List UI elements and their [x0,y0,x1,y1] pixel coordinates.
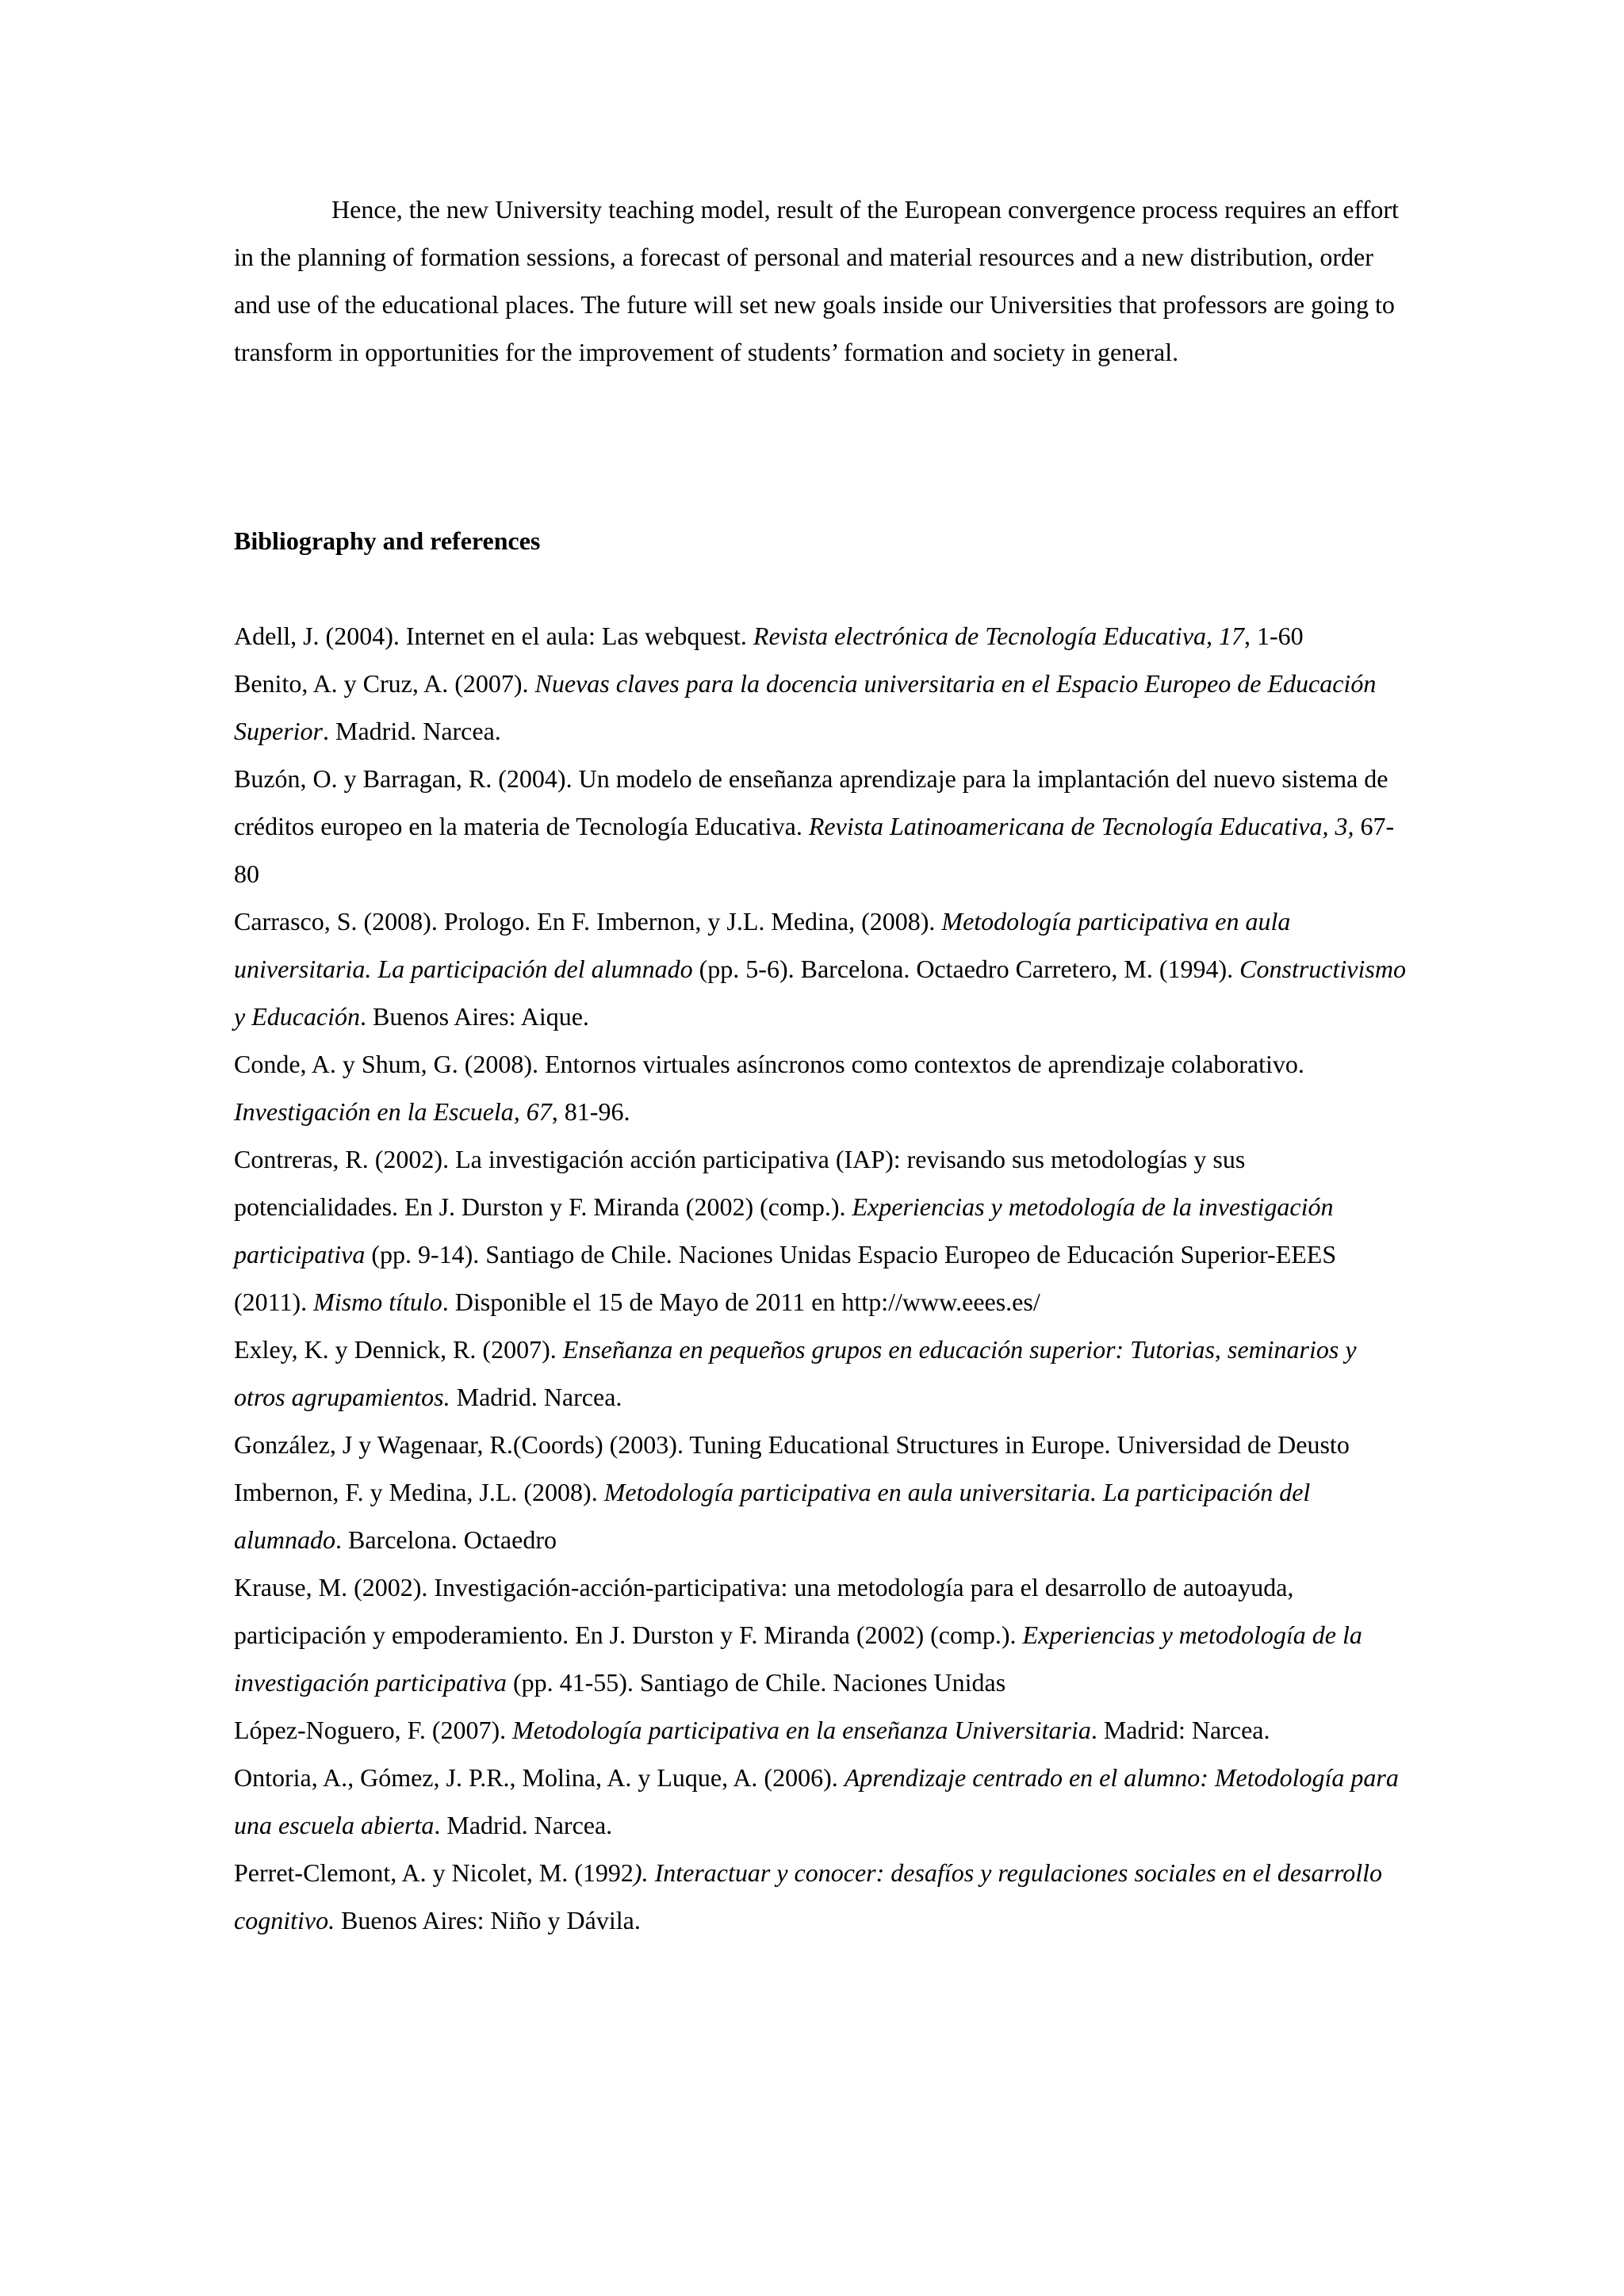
reference-text: (pp. 9-14). Santiago de Chile. Naciones Unidas Espacio Europeo de Educación Superior-EEES (2011). [234,1240,1337,1316]
reference-italic-text: Nuevas claves para la docencia universitaria en el Espacio Europeo de Educación Superior [234,669,1377,745]
reference-text: Ontoria, A., Gómez, J. P.R., Molina, A. y Luque, A. (2006). [234,1763,845,1792]
reference-italic-text: ). Interactuar y conocer: desafíos y regulaciones sociales en el desarrollo cognitivo. [234,1858,1382,1934]
reference-entry [234,1135,1411,1326]
reference-entry [234,897,1411,1040]
reference-italic-text: Revista Latinoamericana de Tecnología Educativa, 3, [808,812,1354,840]
reference-italic-text: Constructivismo y Educación [234,955,1406,1031]
reference-italic-text: Metodología participativa en la enseñanza Universitaria [512,1716,1091,1744]
reference-text: (pp. 5-6). Barcelona. Octaedro Carretero, M. (1994). [692,955,1240,983]
reference-text: Imbernon, F. y Medina, J.L. (2008). [234,1478,604,1506]
reference-text: Perret-Clemont, A. y Nicolet, M. (1992 [234,1858,634,1887]
page-content [234,186,1411,1944]
reference-text: Adell, J. (2004). Internet en el aula: Las webquest. [234,622,753,650]
reference-italic-text: Metodología participativa en aula universitaria. La participación del alumnado [234,907,1291,983]
reference-list [234,612,1411,1944]
reference-text: Exley, K. y Dennick, R. (2007). [234,1335,563,1364]
reference-text: López-Noguero, F. (2007). [234,1716,513,1744]
reference-text: , 1-60 [1244,622,1304,650]
reference-italic-text: Aprendizaje centrado en el alumno: Metodología para una escuela abierta [234,1763,1399,1839]
reference-entry [234,660,1411,755]
reference-text: Benito, A. y Cruz, A. (2007). [234,669,535,698]
reference-entry [234,1040,1411,1135]
reference-text: Krause, M. (2002). Investigación-acción-participativa: una metodología para el desarrollo de autoayuda, participación y empoderamiento. En J. Durston y F. Miranda (2002) (comp.). [234,1573,1294,1649]
reference-italic-text: Experiencias y metodología de la investigación participativa [234,1192,1334,1269]
reference-entry [234,612,1411,660]
reference-text: . Buenos Aires: Aique. [360,1002,589,1031]
reference-entry [234,1706,1411,1754]
reference-entry [234,755,1411,897]
reference-italic-text: Investigación en la Escuela, 67 [234,1097,552,1126]
reference-text: . Disponible el 15 de Mayo de 2011 en http://www.eees.es/ [442,1288,1040,1316]
reference-entry [234,1563,1411,1706]
reference-entry [234,1468,1411,1563]
reference-text: . Barcelona. Octaedro [335,1525,557,1554]
reference-italic-text: Enseñanza en pequeños grupos en educación superior: Tutorias, seminarios y otros agrupamientos. [234,1335,1357,1411]
reference-italic-text: Revista electrónica de Tecnología Educativa, 17 [753,622,1245,650]
conclusion-paragraph: Hence, the new University teaching model, result of the European convergence process requires an effort in the planning of formation sessions, a forecast of personal and material resources and a new distribution, order and use of the educational places. The future will set new goals inside our Universities that professors are going to transform in opportunities for the improvement of students’ formation and society in general. [234,195,1399,366]
reference-italic-text: Metodología participativa en aula universitaria. La participación del alumnado [234,1478,1311,1554]
reference-italic-text: Experiencias y metodología de la investigación participativa [234,1621,1362,1697]
reference-text: Conde, A. y Shum, G. (2008). Entornos virtuales asíncronos como contextos de aprendizaje colaborativo. [234,1050,1304,1078]
reference-text: Contreras, R. (2002). La investigación acción participativa (IAP): revisando sus metodologías y sus potencialidades. En J. Durston y F. Miranda (2002) (comp.). [234,1145,1246,1221]
reference-text: , 81-96. [551,1097,630,1126]
reference-text: Carrasco, S. (2008). Prologo. En F. Imbernon, y J.L. Medina, (2008). [234,907,942,936]
reference-text: (pp. 41-55). Santiago de Chile. Naciones Unidas [506,1668,1006,1697]
reference-entry [234,1326,1411,1421]
reference-text: Buzón, O. y Barragan, R. (2004). Un modelo de enseñanza aprendizaje para la implantación del nuevo sistema de créditos europeo en la materia de Tecnología Educativa. [234,764,1388,840]
reference-text: Madrid. Narcea. [450,1383,622,1411]
reference-text: . Madrid. Narcea. [434,1811,613,1839]
reference-entry [234,1754,1411,1849]
reference-text: Buenos Aires: Niño y Dávila. [335,1906,641,1934]
reference-entry [234,1849,1411,1944]
reference-entry [234,1421,1411,1468]
bibliography-heading: Bibliography and references [234,526,541,555]
reference-text: González, J y Wagenaar, R.(Coords) (2003). Tuning Educational Structures in Europe. Universidad de Deusto [234,1430,1350,1459]
reference-text: 67-80 [234,812,1395,888]
reference-text: . Madrid. Narcea. [323,717,501,745]
reference-italic-text: Mismo título [313,1288,442,1316]
reference-text: . Madrid: Narcea. [1090,1716,1270,1744]
